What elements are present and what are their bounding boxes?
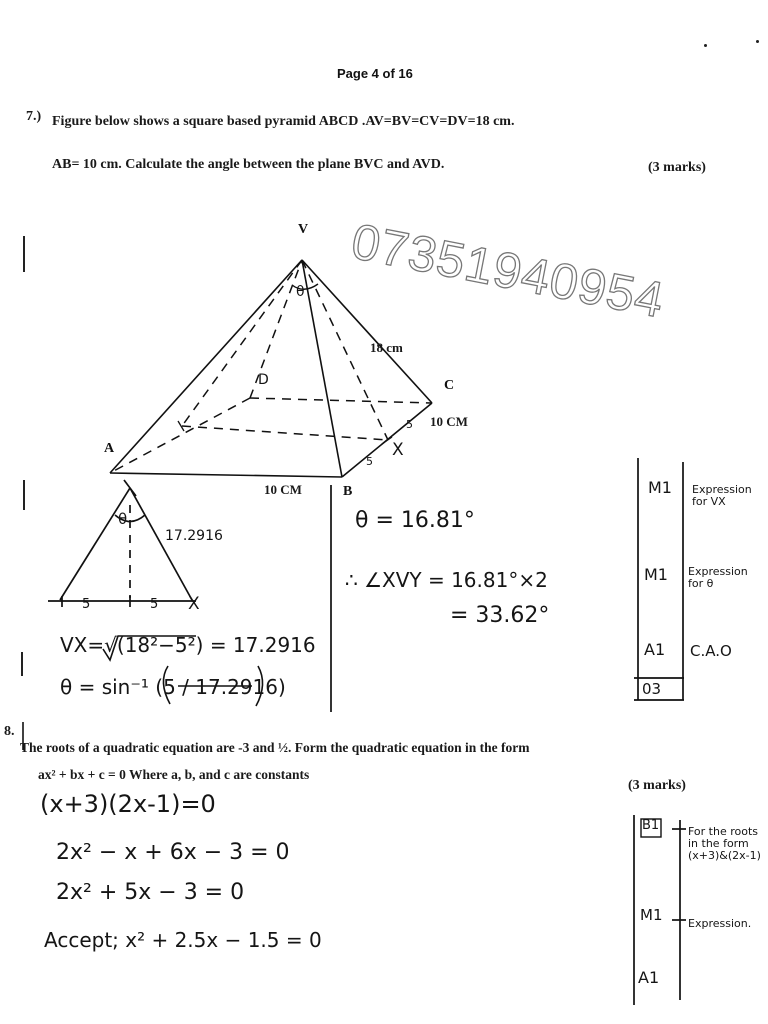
q8-work-4: Accept; x² + 2.5x − 1.5 = 0 [44, 928, 322, 952]
q7-mark-code-2: M1 [644, 565, 668, 584]
q7-mark-code-1: M1 [648, 478, 672, 497]
line-VY [182, 260, 302, 426]
q7-line1: Figure below shows a square based pyramid ABCD .AV=BV=CV=DV=18 cm. [52, 114, 515, 129]
side-label-10cm-bottom: 10 CM [264, 482, 302, 497]
work-theta-value: θ = 16.81° [355, 508, 475, 533]
edge-AB [110, 473, 342, 477]
work-angle-line2: = 33.62° [450, 603, 550, 628]
five-label-upper: 5 [406, 418, 413, 431]
q8-mark-code-3: A1 [638, 968, 660, 987]
label-A: A [104, 441, 115, 456]
side-label-10cm-right: 10 CM [430, 414, 468, 429]
phone-watermark: 07351940954 [347, 212, 669, 329]
q7-mark-desc-1: Expression for VX [692, 483, 752, 508]
five-label-lower: 5 [366, 455, 373, 468]
q8-mark-desc-2: Expression. [688, 917, 752, 930]
q8-marks: (3 marks) [628, 778, 686, 793]
edge-label-18cm: 18 cm [370, 340, 403, 355]
q7-mark-desc-3: C.A.O [690, 642, 732, 660]
q8-mark-code-2: M1 [640, 906, 663, 924]
q7-mark-code-3: A1 [644, 640, 666, 659]
q8-line1: The roots of a quadratic equation are -3 and ½. Form the quadratic equation in the form [20, 740, 530, 755]
dot-mark [756, 40, 759, 43]
q8-line2: ax² + bx + c = 0 Where a, b, and c are constants [38, 767, 310, 782]
edge-VC [302, 260, 432, 403]
label-C: C [444, 378, 455, 393]
base-x-label: X [188, 594, 200, 614]
label-D: D [258, 372, 269, 388]
q8-number: 8. [4, 724, 15, 739]
label-X: X [392, 440, 404, 460]
edge-VB [302, 260, 342, 477]
side-17-2916: 17.2916 [165, 528, 223, 544]
theta-small: θ [118, 510, 128, 528]
q7-number: 7.) [26, 109, 42, 124]
base-five-right: 5 [150, 597, 159, 612]
theta-pyramid: θ [296, 284, 305, 300]
q8-work-2: 2x² − x + 6x − 3 = 0 [56, 840, 290, 865]
page-header: Page 4 of 16 [337, 66, 413, 81]
q8-mark-code-1: B1 [642, 818, 660, 833]
work-vx: VX=√(18²−5²) = 17.2916 [60, 633, 316, 657]
edge-DC [250, 398, 432, 403]
q7-marks: (3 marks) [648, 160, 706, 175]
q8-work-3: 2x² + 5x − 3 = 0 [56, 880, 245, 905]
work-angle-line1: ∴ ∠XVY = 16.81°×2 [345, 568, 548, 592]
q7-mark-desc-2: Expression for θ [688, 565, 748, 590]
edge-DA [110, 398, 250, 473]
edge-VA [110, 260, 302, 473]
dot-mark [704, 44, 707, 47]
line-XY [182, 426, 388, 440]
q7-total: 03 [642, 680, 662, 698]
label-V: V [298, 222, 309, 237]
pyramid [110, 260, 432, 477]
q8-work-1: (x+3)(2x-1)=0 [40, 790, 216, 818]
q8-mark-desc-1: For the roots in the form (x+3)&(2x-1) [688, 825, 761, 862]
work-theta-expr: θ = sin⁻¹ (5 / 17.2916) [60, 675, 286, 699]
base-five-left: 5 [82, 597, 91, 612]
label-B: B [343, 484, 353, 499]
hidden-edges [110, 260, 432, 473]
q7-line2: AB= 10 cm. Calculate the angle between the plane BVC and AVD. [52, 157, 445, 172]
